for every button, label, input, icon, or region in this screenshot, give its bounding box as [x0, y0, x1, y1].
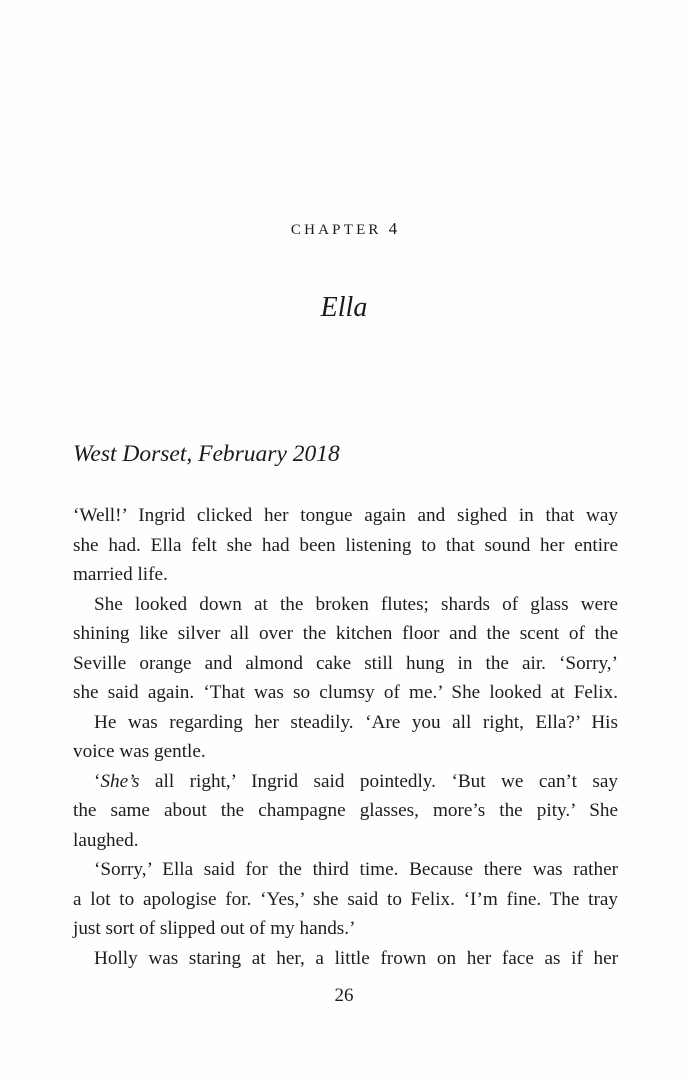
chapter-label-word: CHAPTER	[290, 222, 382, 238]
emphasized-word: She’s	[100, 770, 140, 792]
text-line-with-emphasis: ‘She’s all right,’ Ingrid said pointedly. ‘But we can’t say	[94, 770, 618, 792]
chapter-heading	[0, 219, 688, 239]
page-number: 26	[334, 985, 354, 1006]
text-line: ‘Sorry,’ Ella said for the third time. Because there was rather	[94, 859, 618, 880]
text-line: she had. Ella felt she had been listening to that sound her entire	[73, 534, 618, 556]
text-line: a lot to apologise for. ‘Yes,’ she said to Felix. ‘I’m fine. The tray	[73, 888, 618, 910]
text-line: she said again. ‘That was so clumsy of me.’ She looked at Felix.	[73, 682, 618, 703]
text-line: Holly was staring at her, a little frown on her face as if her	[94, 947, 618, 969]
chapter-number: 4	[388, 219, 398, 238]
text-line: shining like silver all over the kitchen floor and the scent of the	[73, 623, 618, 644]
chapter-title: Ella	[320, 292, 368, 323]
text-line: the same about the champagne glasses, more’s the pity.’ She	[73, 800, 618, 821]
section-place-date: West Dorset, February 2018	[73, 441, 340, 467]
body-text	[73, 501, 618, 973]
text-line: laughed.	[73, 829, 139, 851]
text-line: just sort of slipped out of my hands.’	[73, 918, 356, 939]
text-line: Seville orange and almond cake still hung in the air. ‘Sorry,’	[73, 652, 618, 674]
text-line: voice was gentle.	[73, 741, 206, 762]
text-line: She looked down at the broken flutes; shards of glass were	[94, 593, 618, 615]
text-line: He was regarding her steadily. ‘Are you all right, Ella?’ His	[94, 711, 618, 733]
text-line: married life.	[73, 564, 168, 585]
text-line: ‘Well!’ Ingrid clicked her tongue again and sighed in that way	[73, 505, 618, 526]
